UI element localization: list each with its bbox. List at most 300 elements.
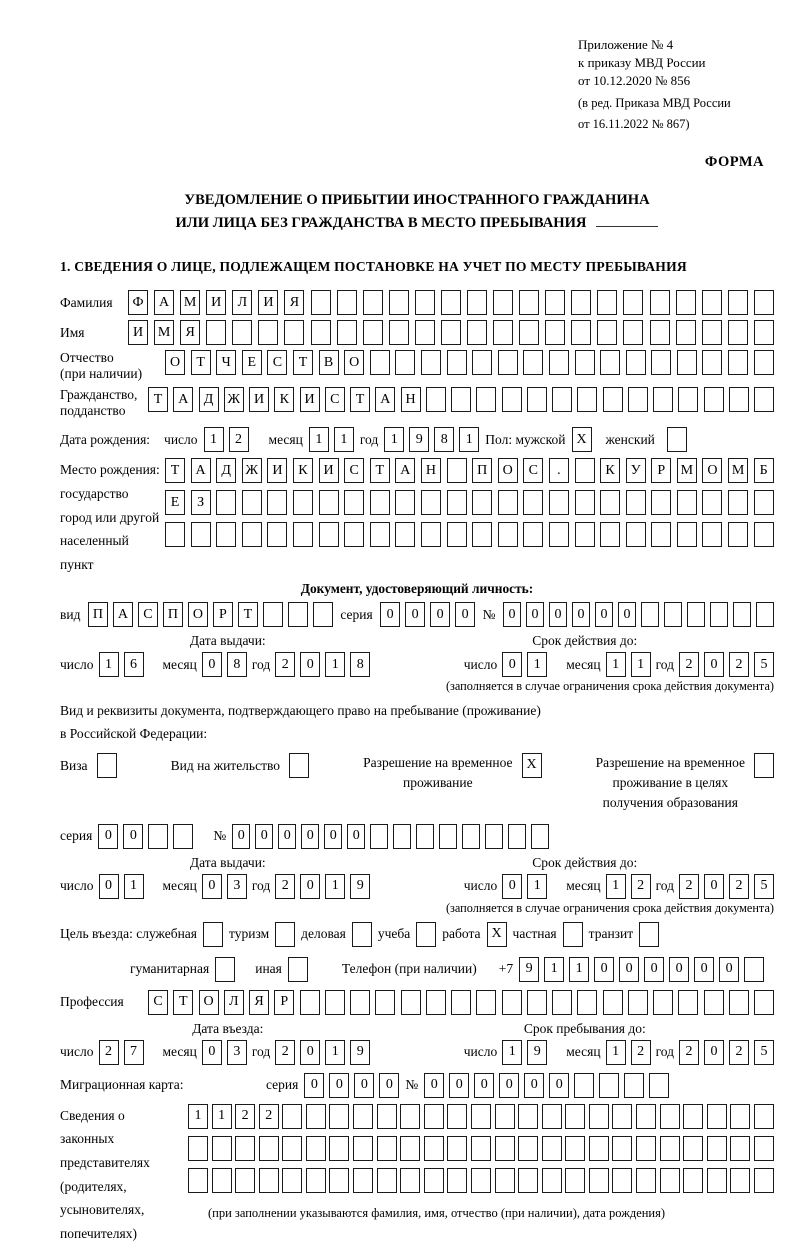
char-box[interactable]: 1	[325, 652, 345, 677]
char-box[interactable]: 0	[379, 1073, 399, 1098]
char-box[interactable]: Ж	[224, 387, 244, 412]
char-box[interactable]: К	[274, 387, 294, 412]
char-box[interactable]: О	[199, 990, 219, 1015]
char-box[interactable]: 0	[424, 1073, 444, 1098]
char-box[interactable]	[306, 1136, 326, 1161]
checkbox[interactable]	[352, 922, 372, 947]
checkbox[interactable]	[416, 922, 436, 947]
char-box[interactable]	[728, 350, 748, 375]
char-box[interactable]	[235, 1168, 255, 1193]
char-box[interactable]	[531, 824, 549, 849]
char-box[interactable]	[363, 290, 383, 315]
char-box[interactable]: 2	[275, 874, 295, 899]
char-box[interactable]: 0	[694, 957, 714, 982]
char-box[interactable]	[660, 1136, 680, 1161]
char-box[interactable]: 0	[704, 652, 724, 677]
char-box[interactable]: 0	[595, 602, 613, 627]
char-box[interactable]	[353, 1104, 373, 1129]
char-box[interactable]: 8	[434, 427, 454, 452]
char-box[interactable]	[730, 1104, 750, 1129]
char-box[interactable]: У	[626, 458, 646, 483]
char-box[interactable]: 9	[527, 1040, 547, 1065]
char-box[interactable]: М	[180, 290, 200, 315]
char-box[interactable]: К	[293, 458, 313, 483]
char-box[interactable]: С	[344, 458, 364, 483]
char-box[interactable]: 0	[300, 874, 320, 899]
char-box[interactable]	[242, 522, 262, 547]
char-box[interactable]: Н	[421, 458, 441, 483]
char-box[interactable]: 0	[347, 824, 365, 849]
char-box[interactable]	[447, 490, 467, 515]
char-box[interactable]	[636, 1136, 656, 1161]
char-box[interactable]: 1	[124, 874, 144, 899]
checkbox[interactable]	[275, 922, 295, 947]
char-box[interactable]	[191, 522, 211, 547]
char-box[interactable]	[676, 320, 696, 345]
char-box[interactable]: Р	[274, 990, 294, 1015]
char-box[interactable]	[650, 290, 670, 315]
char-box[interactable]	[575, 490, 595, 515]
char-box[interactable]	[612, 1136, 632, 1161]
checkbox[interactable]: X	[522, 753, 542, 778]
char-box[interactable]	[325, 990, 345, 1015]
char-box[interactable]	[476, 990, 496, 1015]
char-box[interactable]: 0	[380, 602, 400, 627]
char-box[interactable]	[267, 522, 287, 547]
char-box[interactable]	[574, 1073, 594, 1098]
char-box[interactable]	[612, 1168, 632, 1193]
checkbox[interactable]	[754, 753, 774, 778]
char-box[interactable]: 0	[524, 1073, 544, 1098]
char-box[interactable]: З	[191, 490, 211, 515]
char-box[interactable]	[447, 1136, 467, 1161]
char-box[interactable]	[472, 522, 492, 547]
char-box[interactable]	[441, 290, 461, 315]
char-box[interactable]: 0	[123, 824, 143, 849]
char-box[interactable]	[542, 1168, 562, 1193]
char-box[interactable]: 0	[572, 602, 590, 627]
char-box[interactable]	[565, 1136, 585, 1161]
char-box[interactable]	[649, 1073, 669, 1098]
char-box[interactable]	[337, 320, 357, 345]
char-box[interactable]: 1	[309, 427, 329, 452]
char-box[interactable]: Ч	[216, 350, 236, 375]
char-box[interactable]	[471, 1104, 491, 1129]
char-box[interactable]	[242, 490, 262, 515]
char-box[interactable]: А	[154, 290, 174, 315]
char-box[interactable]	[523, 350, 543, 375]
char-box[interactable]	[300, 990, 320, 1015]
char-box[interactable]	[683, 1168, 703, 1193]
char-box[interactable]: 0	[232, 824, 250, 849]
char-box[interactable]	[678, 387, 698, 412]
char-box[interactable]	[683, 1104, 703, 1129]
char-box[interactable]: П	[88, 602, 108, 627]
char-box[interactable]	[424, 1168, 444, 1193]
char-box[interactable]	[329, 1136, 349, 1161]
char-box[interactable]: Т	[191, 350, 211, 375]
char-box[interactable]	[754, 490, 774, 515]
char-box[interactable]	[282, 1104, 302, 1129]
char-box[interactable]	[495, 1168, 515, 1193]
char-box[interactable]	[389, 320, 409, 345]
char-box[interactable]: В	[319, 350, 339, 375]
char-box[interactable]: И	[300, 387, 320, 412]
char-box[interactable]: 0	[278, 824, 296, 849]
char-box[interactable]	[728, 320, 748, 345]
char-box[interactable]: 2	[99, 1040, 119, 1065]
char-box[interactable]	[565, 1168, 585, 1193]
char-box[interactable]	[235, 1136, 255, 1161]
char-box[interactable]: И	[267, 458, 287, 483]
char-box[interactable]: А	[173, 387, 193, 412]
char-box[interactable]	[216, 522, 236, 547]
char-box[interactable]	[508, 824, 526, 849]
char-box[interactable]: 1	[527, 652, 547, 677]
char-box[interactable]: 0	[202, 874, 222, 899]
char-box[interactable]	[707, 1104, 727, 1129]
char-box[interactable]	[600, 522, 620, 547]
char-box[interactable]	[344, 522, 364, 547]
char-box[interactable]	[704, 990, 724, 1015]
char-box[interactable]	[519, 320, 539, 345]
char-box[interactable]	[472, 490, 492, 515]
char-box[interactable]	[441, 320, 461, 345]
char-box[interactable]	[472, 350, 492, 375]
checkbox[interactable]: X	[572, 427, 592, 452]
char-box[interactable]: 0	[202, 1040, 222, 1065]
char-box[interactable]: 0	[704, 1040, 724, 1065]
char-box[interactable]	[267, 490, 287, 515]
char-box[interactable]	[623, 320, 643, 345]
char-box[interactable]: П	[163, 602, 183, 627]
char-box[interactable]: 0	[719, 957, 739, 982]
char-box[interactable]	[426, 990, 446, 1015]
checkbox[interactable]	[289, 753, 309, 778]
char-box[interactable]: Т	[350, 387, 370, 412]
char-box[interactable]	[728, 522, 748, 547]
char-box[interactable]	[628, 387, 648, 412]
char-box[interactable]	[232, 320, 252, 345]
checkbox[interactable]: X	[487, 922, 507, 947]
char-box[interactable]: Т	[293, 350, 313, 375]
char-box[interactable]: 0	[549, 1073, 569, 1098]
checkbox[interactable]	[203, 922, 223, 947]
char-box[interactable]: 2	[275, 1040, 295, 1065]
checkbox[interactable]	[288, 957, 308, 982]
char-box[interactable]	[476, 387, 496, 412]
char-box[interactable]	[370, 824, 388, 849]
char-box[interactable]: 1	[544, 957, 564, 982]
char-box[interactable]: Ж	[242, 458, 262, 483]
char-box[interactable]: 9	[409, 427, 429, 452]
char-box[interactable]	[447, 522, 467, 547]
char-box[interactable]	[577, 990, 597, 1015]
char-box[interactable]	[493, 290, 513, 315]
char-box[interactable]: 2	[631, 874, 651, 899]
char-box[interactable]: И	[128, 320, 148, 345]
char-box[interactable]	[498, 522, 518, 547]
char-box[interactable]: 1	[334, 427, 354, 452]
char-box[interactable]: О	[344, 350, 364, 375]
char-box[interactable]: Т	[165, 458, 185, 483]
char-box[interactable]	[523, 490, 543, 515]
char-box[interactable]: 2	[631, 1040, 651, 1065]
char-box[interactable]: О	[702, 458, 722, 483]
char-box[interactable]: Н	[401, 387, 421, 412]
char-box[interactable]	[754, 1136, 774, 1161]
char-box[interactable]	[702, 290, 722, 315]
char-box[interactable]: 0	[329, 1073, 349, 1098]
char-box[interactable]	[259, 1168, 279, 1193]
char-box[interactable]	[447, 1104, 467, 1129]
char-box[interactable]	[421, 350, 441, 375]
char-box[interactable]: П	[472, 458, 492, 483]
char-box[interactable]: 5	[754, 652, 774, 677]
char-box[interactable]: А	[395, 458, 415, 483]
char-box[interactable]	[702, 490, 722, 515]
char-box[interactable]: С	[267, 350, 287, 375]
char-box[interactable]	[306, 1104, 326, 1129]
char-box[interactable]	[370, 350, 390, 375]
char-box[interactable]	[552, 990, 572, 1015]
char-box[interactable]	[599, 1073, 619, 1098]
char-box[interactable]	[313, 602, 333, 627]
char-box[interactable]	[447, 458, 467, 483]
char-box[interactable]	[549, 350, 569, 375]
char-box[interactable]	[754, 1104, 774, 1129]
char-box[interactable]	[259, 1136, 279, 1161]
char-box[interactable]	[206, 320, 226, 345]
char-box[interactable]: 1	[188, 1104, 208, 1129]
char-box[interactable]	[319, 490, 339, 515]
char-box[interactable]	[589, 1104, 609, 1129]
char-box[interactable]: 0	[499, 1073, 519, 1098]
char-box[interactable]: С	[148, 990, 168, 1015]
char-box[interactable]: 0	[449, 1073, 469, 1098]
checkbox[interactable]	[563, 922, 583, 947]
checkbox[interactable]	[667, 427, 687, 452]
char-box[interactable]	[451, 387, 471, 412]
char-box[interactable]: А	[375, 387, 395, 412]
char-box[interactable]	[502, 387, 522, 412]
char-box[interactable]	[542, 1136, 562, 1161]
char-box[interactable]	[707, 1136, 727, 1161]
char-box[interactable]	[401, 990, 421, 1015]
char-box[interactable]	[704, 387, 724, 412]
char-box[interactable]: 0	[300, 652, 320, 677]
char-box[interactable]	[651, 350, 671, 375]
char-box[interactable]: И	[249, 387, 269, 412]
char-box[interactable]	[612, 1104, 632, 1129]
char-box[interactable]	[754, 387, 774, 412]
char-box[interactable]	[319, 522, 339, 547]
char-box[interactable]: О	[188, 602, 208, 627]
char-box[interactable]	[451, 990, 471, 1015]
char-box[interactable]: Л	[224, 990, 244, 1015]
char-box[interactable]	[311, 320, 331, 345]
char-box[interactable]: 2	[729, 874, 749, 899]
char-box[interactable]: 6	[124, 652, 144, 677]
char-box[interactable]: 0	[704, 874, 724, 899]
char-box[interactable]: М	[677, 458, 697, 483]
char-box[interactable]: И	[319, 458, 339, 483]
char-box[interactable]: Я	[180, 320, 200, 345]
char-box[interactable]	[575, 458, 595, 483]
char-box[interactable]: 0	[669, 957, 689, 982]
char-box[interactable]: 0	[474, 1073, 494, 1098]
char-box[interactable]	[730, 1136, 750, 1161]
char-box[interactable]	[744, 957, 764, 982]
char-box[interactable]	[683, 1136, 703, 1161]
char-box[interactable]: 1	[325, 874, 345, 899]
char-box[interactable]	[653, 990, 673, 1015]
char-box[interactable]: Ф	[128, 290, 148, 315]
char-box[interactable]	[600, 490, 620, 515]
char-box[interactable]: М	[728, 458, 748, 483]
char-box[interactable]	[519, 290, 539, 315]
char-box[interactable]: С	[523, 458, 543, 483]
char-box[interactable]	[702, 522, 722, 547]
char-box[interactable]: 0	[502, 652, 522, 677]
char-box[interactable]	[651, 522, 671, 547]
char-box[interactable]	[653, 387, 673, 412]
char-box[interactable]: 2	[229, 427, 249, 452]
char-box[interactable]: А	[113, 602, 133, 627]
char-box[interactable]	[676, 290, 696, 315]
char-box[interactable]: 0	[301, 824, 319, 849]
char-box[interactable]	[650, 320, 670, 345]
char-box[interactable]: И	[258, 290, 278, 315]
char-box[interactable]	[549, 522, 569, 547]
char-box[interactable]	[575, 522, 595, 547]
char-box[interactable]	[212, 1136, 232, 1161]
char-box[interactable]	[502, 990, 522, 1015]
char-box[interactable]: 0	[324, 824, 342, 849]
char-box[interactable]	[426, 387, 446, 412]
char-box[interactable]	[216, 490, 236, 515]
char-box[interactable]	[636, 1104, 656, 1129]
char-box[interactable]: 0	[255, 824, 273, 849]
char-box[interactable]: Т	[173, 990, 193, 1015]
char-box[interactable]: Е	[242, 350, 262, 375]
char-box[interactable]	[756, 602, 774, 627]
char-box[interactable]	[754, 350, 774, 375]
char-box[interactable]	[518, 1168, 538, 1193]
char-box[interactable]: 2	[259, 1104, 279, 1129]
char-box[interactable]	[188, 1136, 208, 1161]
char-box[interactable]: 9	[350, 874, 370, 899]
char-box[interactable]	[702, 320, 722, 345]
char-box[interactable]: 2	[235, 1104, 255, 1129]
char-box[interactable]	[421, 490, 441, 515]
char-box[interactable]: 0	[455, 602, 475, 627]
char-box[interactable]: Я	[284, 290, 304, 315]
char-box[interactable]	[212, 1168, 232, 1193]
char-box[interactable]	[545, 320, 565, 345]
char-box[interactable]	[400, 1136, 420, 1161]
char-box[interactable]	[337, 290, 357, 315]
char-box[interactable]: 0	[644, 957, 664, 982]
char-box[interactable]: 9	[350, 1040, 370, 1065]
char-box[interactable]	[462, 824, 480, 849]
char-box[interactable]	[603, 387, 623, 412]
char-box[interactable]: 2	[679, 652, 699, 677]
char-box[interactable]	[282, 1168, 302, 1193]
char-box[interactable]: О	[498, 458, 518, 483]
char-box[interactable]	[575, 350, 595, 375]
char-box[interactable]: 0	[549, 602, 567, 627]
char-box[interactable]: И	[206, 290, 226, 315]
char-box[interactable]	[626, 350, 646, 375]
char-box[interactable]: 0	[502, 874, 522, 899]
checkbox[interactable]	[97, 753, 117, 778]
char-box[interactable]	[730, 1168, 750, 1193]
char-box[interactable]	[377, 1136, 397, 1161]
char-box[interactable]: 0	[619, 957, 639, 982]
char-box[interactable]: 0	[430, 602, 450, 627]
char-box[interactable]	[589, 1168, 609, 1193]
char-box[interactable]	[577, 387, 597, 412]
char-box[interactable]	[677, 490, 697, 515]
char-box[interactable]	[628, 990, 648, 1015]
char-box[interactable]	[353, 1136, 373, 1161]
char-box[interactable]: 1	[325, 1040, 345, 1065]
char-box[interactable]	[467, 290, 487, 315]
char-box[interactable]	[549, 490, 569, 515]
char-box[interactable]	[626, 490, 646, 515]
char-box[interactable]: 0	[304, 1073, 324, 1098]
char-box[interactable]: Я	[249, 990, 269, 1015]
char-box[interactable]: 1	[204, 427, 224, 452]
char-box[interactable]	[677, 350, 697, 375]
char-box[interactable]: 1	[384, 427, 404, 452]
char-box[interactable]	[687, 602, 705, 627]
char-box[interactable]	[603, 990, 623, 1015]
char-box[interactable]: 5	[754, 1040, 774, 1065]
char-box[interactable]	[424, 1104, 444, 1129]
char-box[interactable]	[471, 1168, 491, 1193]
char-box[interactable]	[370, 490, 390, 515]
char-box[interactable]	[664, 602, 682, 627]
char-box[interactable]	[400, 1168, 420, 1193]
char-box[interactable]	[523, 522, 543, 547]
char-box[interactable]	[350, 990, 370, 1015]
char-box[interactable]	[353, 1168, 373, 1193]
char-box[interactable]	[651, 490, 671, 515]
char-box[interactable]: А	[191, 458, 211, 483]
char-box[interactable]: Е	[165, 490, 185, 515]
char-box[interactable]: О	[165, 350, 185, 375]
char-box[interactable]: Д	[199, 387, 219, 412]
char-box[interactable]	[623, 290, 643, 315]
char-box[interactable]	[395, 350, 415, 375]
char-box[interactable]: 0	[594, 957, 614, 982]
char-box[interactable]	[284, 320, 304, 345]
char-box[interactable]	[624, 1073, 644, 1098]
char-box[interactable]	[754, 990, 774, 1015]
char-box[interactable]	[641, 602, 659, 627]
char-box[interactable]: С	[138, 602, 158, 627]
char-box[interactable]	[754, 320, 774, 345]
char-box[interactable]	[400, 1104, 420, 1129]
char-box[interactable]	[447, 1168, 467, 1193]
char-box[interactable]	[565, 1104, 585, 1129]
char-box[interactable]	[597, 290, 617, 315]
char-box[interactable]	[660, 1104, 680, 1129]
char-box[interactable]: 5	[754, 874, 774, 899]
char-box[interactable]	[677, 522, 697, 547]
